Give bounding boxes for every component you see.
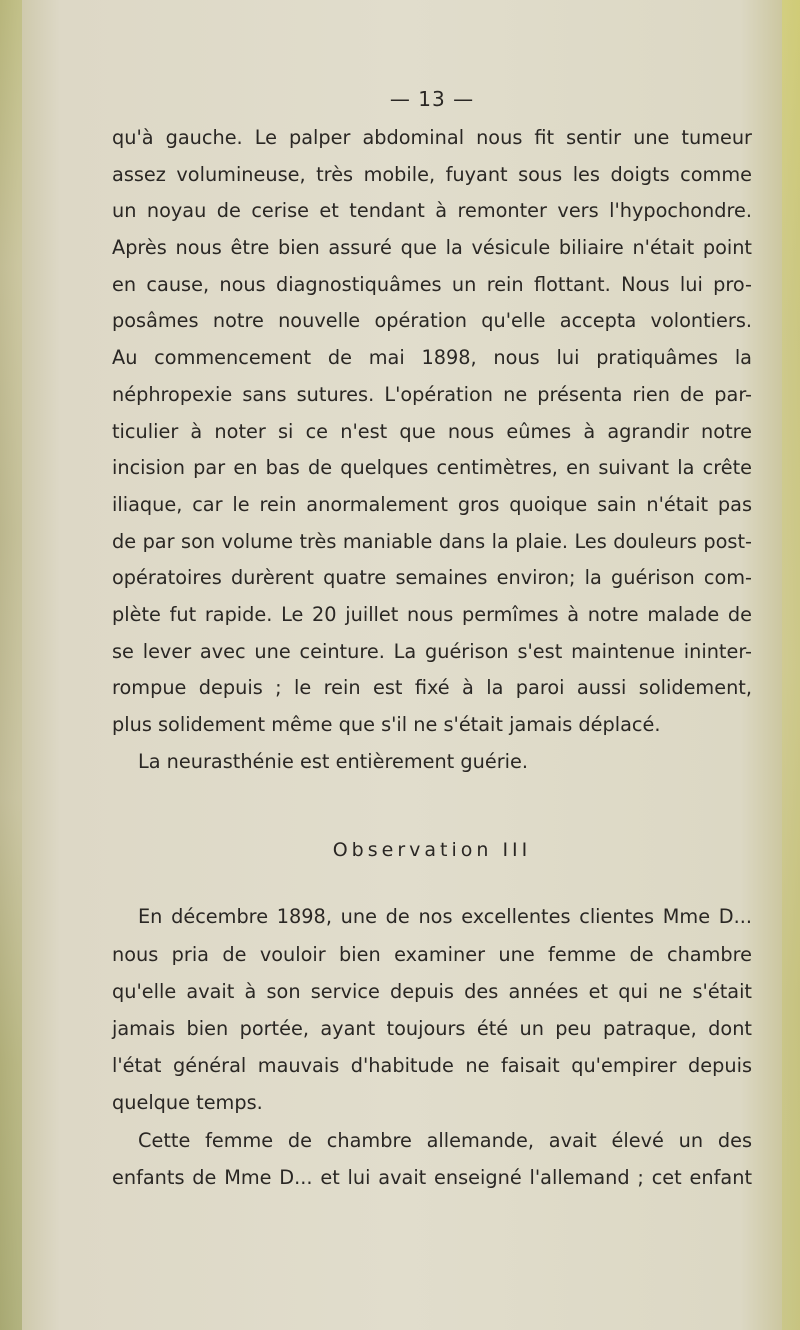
text-line: de par son volume très maniable dans la plaie. Les douleurs post- [112,529,752,553]
text-line: néphropexie sans sutures. L'opération ne présenta rien de par- [112,382,752,406]
text-line: iliaque, car le rein anormalement gros quoique sain n'était pas [112,492,752,516]
text-line: l'état général mauvais d'habitude ne faisait qu'empirer depuis [112,1054,752,1078]
text-line: un noyau de cerise et tendant à remonter vers l'hypochondre. [112,199,752,223]
text-line: se lever avec une ceinture. La guérison s'est maintenue ininter- [112,639,752,663]
text-line: en cause, nous diagnostiquâmes un rein flottant. Nous lui pro- [112,272,752,296]
text-line: Après nous être bien assuré que la vésicule biliaire n'était point [112,236,752,260]
page-number: — 13 — [389,87,475,111]
text-line: En décembre 1898, une de nos excellentes clientes Mme D... [138,905,752,929]
text-line: ticulier à noter si ce n'est que nous eûmes à agrandir notre [112,419,752,443]
text-line: qu'à gauche. Le palper abdominal nous fit sentir une tumeur [112,126,752,149]
text-line: incision par en bas de quelques centimètres, en suivant la crête [112,456,752,480]
text-line: Au commencement de mai 1898, nous lui pratiquâmes la [112,346,752,370]
text-line: nous pria de vouloir bien examiner une femme de chambre [112,942,752,966]
text-line: enfants de Mme D... et lui avait enseigné l'allemand ; cet enfant [112,1165,752,1189]
section-heading: Observation III [332,839,532,862]
text-line: Cette femme de chambre allemande, avait élevé un des [138,1128,752,1152]
text-line: opératoires durèrent quatre semaines environ; la guérison com- [112,566,752,590]
page-edge-left [0,0,22,1330]
page-edge-right [782,0,800,1330]
text-line: qu'elle avait à son service depuis des années et qui ne s'était [112,979,752,1003]
text-line: jamais bien portée, ayant toujours été un peu patraque, dont [112,1016,752,1040]
paragraph-4 [112,1122,752,1196]
text-line: plus solidement même que s'il ne s'était jamais déplacé. [112,713,661,736]
text-block [112,84,752,1196]
paragraph-1 [112,120,752,744]
paragraph-2: La neurasthénie est entièrement guérie. [138,749,528,773]
text-line: quelque temps. [112,1091,263,1115]
text-line: plète fut rapide. Le 20 juillet nous permîmes à notre malade de [112,602,752,626]
text-line: rompue depuis ; le rein est fixé à la paroi aussi solidement, [112,676,752,700]
paragraph-3 [112,898,752,1121]
text-line: assez volumineuse, très mobile, fuyant sous les doigts comme [112,162,752,186]
text-line: posâmes notre nouvelle opération qu'elle accepta volontiers. [112,309,752,333]
